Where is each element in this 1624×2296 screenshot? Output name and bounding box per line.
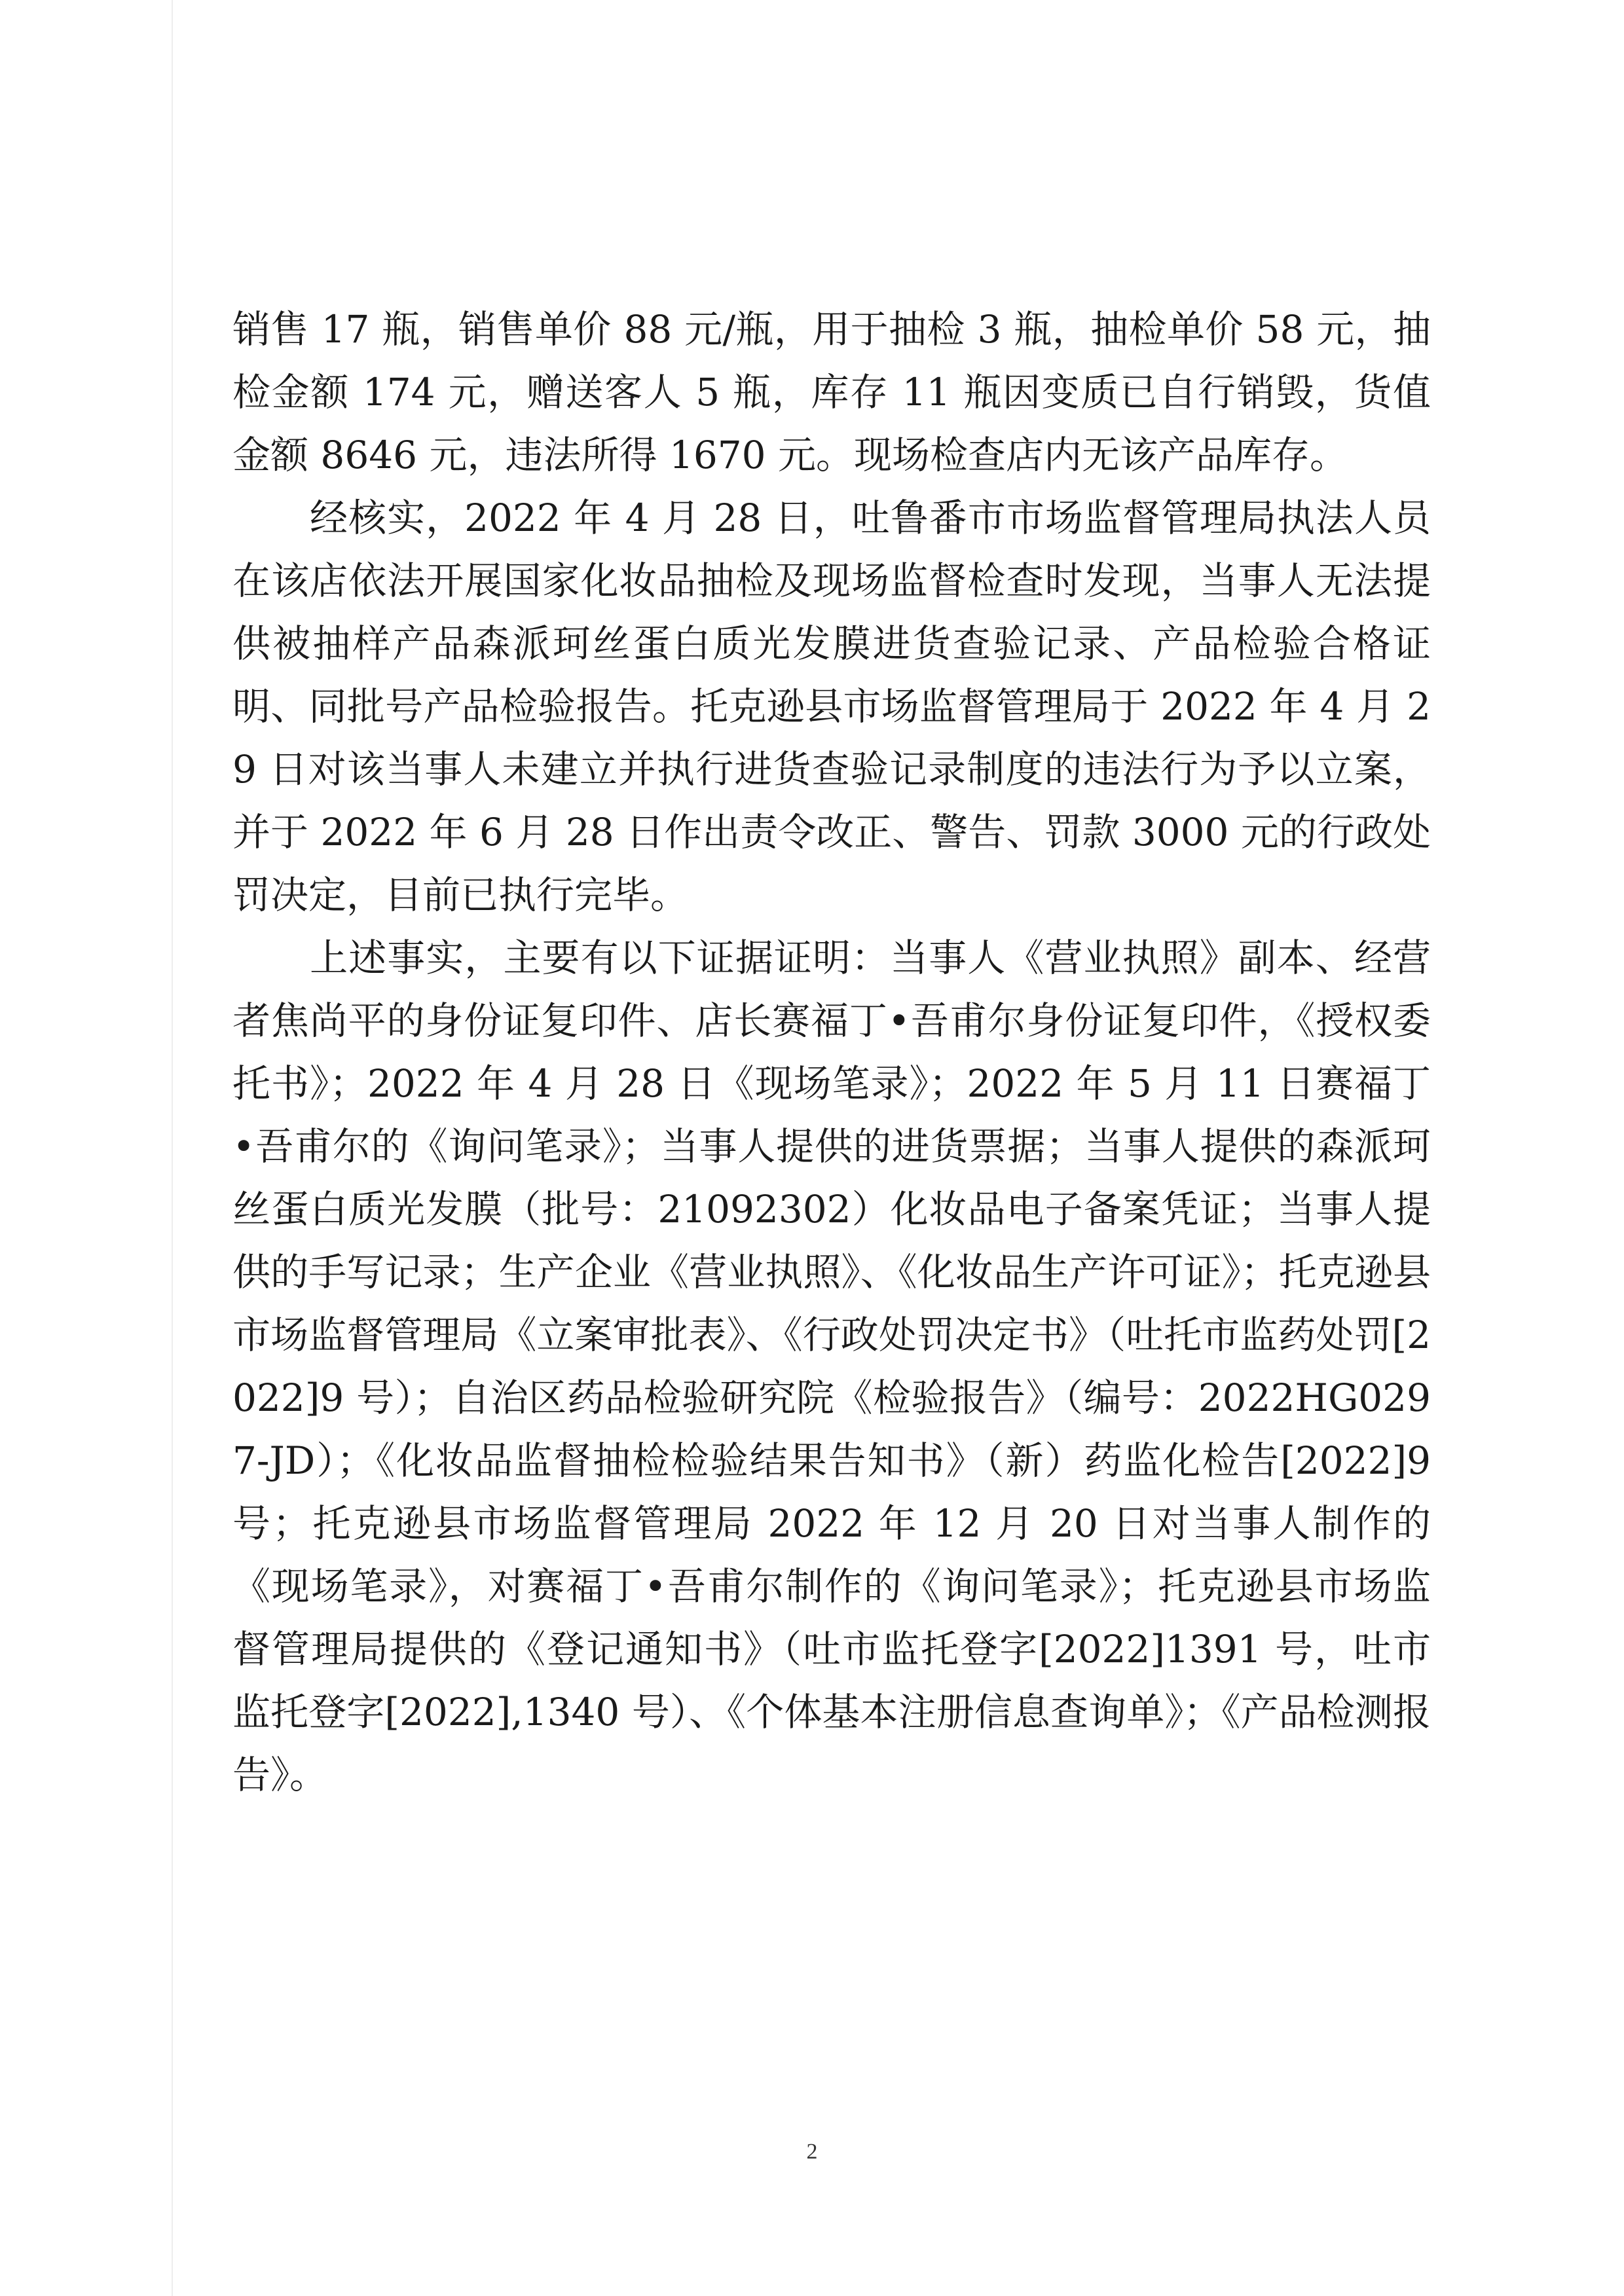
page-number: 2: [806, 2140, 818, 2164]
scan-edge-line: [172, 0, 173, 2296]
paragraph-evidence: 上述事实，主要有以下证据证明：当事人《营业执照》副本、经营者焦尚平的身份证复印件、店长赛福丁•吾甫尔身份证复印件，《授权委托书》；2022 年 4 月 28 日《现场笔录》；2022 年 5 月 11 日赛福丁•吾甫尔的《询问笔录》；当事人提供的进货票据；当事人提供的森派珂丝蛋白质光发膜（批号：21092302）化妆品电子备案凭证；当事人提供的手写记录；生产企业《营业执照》、《化妆品生产许可证》；托克逊县市场监督管理局《立案审批表》、《行政处罚决定书》（吐托市监药处罚[2022]9 号）；自治区药品检验研究院《检验报告》（编号：2022HG0297-JD）；《化妆品监督抽检检验结果告知书》（新）药监化检告[2022]9 号；托克逊县市场监督管理局 2022 年 12 月 20 日对当事人制作的《现场笔录》，对赛福丁•吾甫尔制作的《询问笔录》；托克逊县市场监督管理局提供的《登记通知书》（吐市监托登字[2022]1391 号，吐市监托登字[2022],1340 号）、《个体基本注册信息查询单》；《产品检测报告》。: [232, 936, 1443, 1797]
paragraph-verification: 经核实，2022 年 4 月 28 日，吐鲁番市市场监督管理局执法人员在该店依法开展国家化妆品抽检及现场监督检查时发现，当事人无法提供被抽样产品森派珂丝蛋白质光发膜进货查验记录、产品检验合格证明、同批号产品检验报告。托克逊县市场监督管理局于 2022 年 4 月 29 日对该当事人未建立并执行进货查验记录制度的违法行为予以立案，并于 2022 年 6 月 28 日作出责令改正、警告、罚款 3000 元的行政处罚决定，目前已执行完毕。: [232, 496, 1431, 917]
document-body: [232, 298, 1443, 1806]
paragraph-sales-details: 销售 17 瓶，销售单价 88 元/瓶，用于抽检 3 瓶，抽检单价 58 元，抽检金额 174 元，赠送客人 5 瓶，库存 11 瓶因变质已自行销毁，货值金额 8646 元，违法所得 1670 元。现场检查店内无该产品库存。: [232, 307, 1431, 477]
